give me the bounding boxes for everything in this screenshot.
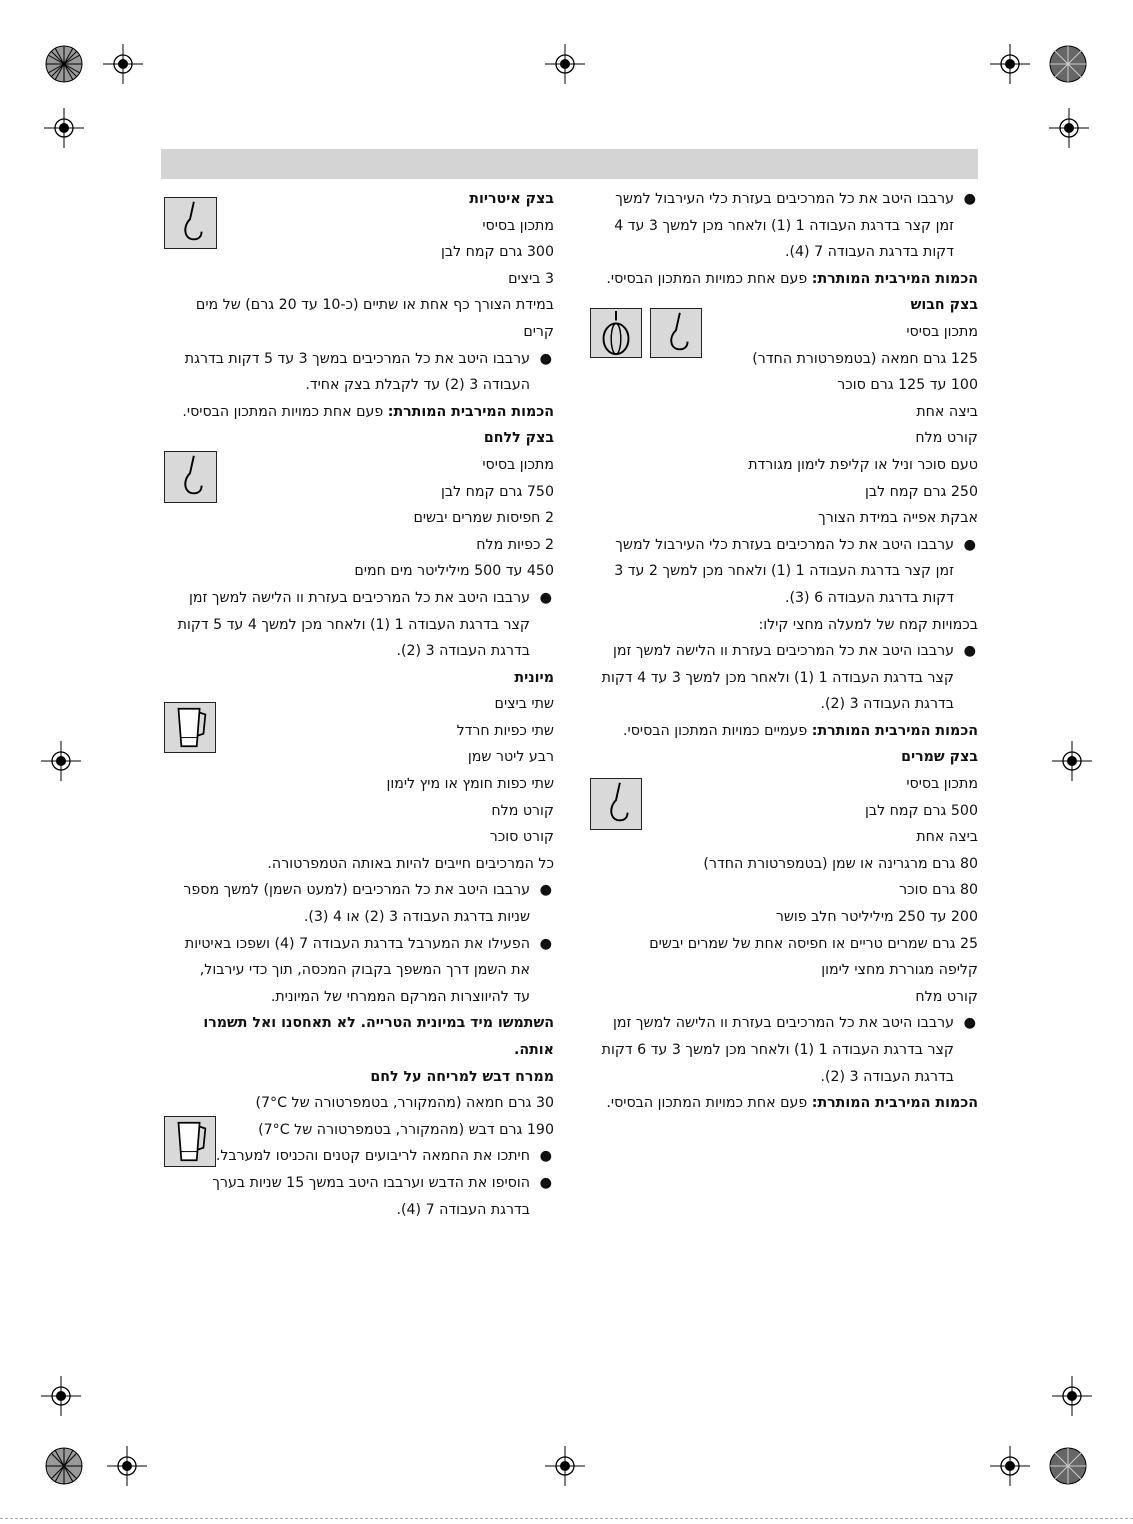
bullet-continuation: זמן קצר בדרגת העבודה 1 (1) ולאחר מכן למשך 2 עד 3 xyxy=(614,563,954,580)
bullet-item: ● הפעילו את המערבל בדרגת העבודה 7 (4) ושפכו באיטיות xyxy=(184,935,552,952)
recipe-line: ביצה אחת xyxy=(916,829,978,846)
recipe-line: 3 ביצים xyxy=(508,270,554,287)
blender-jug-icon xyxy=(164,1116,216,1167)
bullet-continuation: בדרגת העבודה 3 (2). xyxy=(820,696,954,713)
bullet-item: ● חיתכו את החמאה לריבועים קטנים והכניסו למערבל. xyxy=(215,1148,552,1165)
section-title: ממרח דבש למריחה על לחם xyxy=(370,1068,554,1085)
section-title: בצק חבוש xyxy=(910,297,978,314)
recipe-line: 125 גרם חמאה (בטמפרטורת החדר) xyxy=(752,350,978,367)
registration-mark-icon xyxy=(1049,108,1089,152)
max-quantity-note: הכמות המירבית המותרת: פעם אחת כמויות המתכון הבסיסי. xyxy=(606,270,978,287)
warning-text: השתמשו מיד במיונית הטרייה. לא תאחסנו ואל תשמרו xyxy=(203,1015,554,1032)
color-wheel-icon xyxy=(1048,1446,1088,1490)
bullet-continuation: קצר בדרגת העבודה 1 (1) ולאחר מכן למשך 4 עד 5 דקות xyxy=(177,616,530,633)
recipe-line: קורט מלח xyxy=(915,988,978,1005)
recipe-line: 500 גרם קמח לבן xyxy=(865,802,978,819)
recipe-line: 300 גרם קמח לבן xyxy=(441,244,554,261)
max-quantity-note: הכמות המירבית המותרת: פעם אחת כמויות המתכון הבסיסי. xyxy=(182,403,554,420)
bullet-continuation: בדרגת העבודה 3 (2). xyxy=(820,1068,954,1085)
registration-mark-icon xyxy=(44,108,84,152)
max-quantity-note: הכמות המירבית המותרת: פעמיים כמויות המתכון הבסיסי. xyxy=(623,722,978,739)
left-column xyxy=(162,186,554,1223)
bullet-continuation: בדרגת העבודה 7 (4). xyxy=(396,1201,530,1218)
bullet-item: ● ערבבו היטב את כל המרכיבים בעזרת וו הלישה למשך זמן xyxy=(612,643,976,660)
registration-mark-icon xyxy=(545,1446,585,1490)
whisk-icon xyxy=(590,308,642,358)
recipe-line: קרים xyxy=(523,323,554,340)
recipe-line: שתי כפות חומץ או מיץ לימון xyxy=(386,776,554,793)
bullet-continuation: דקות בדרגת העבודה 6 (3). xyxy=(784,589,954,606)
recipe-line: ביצה אחת xyxy=(916,403,978,420)
recipe-line: קורט מלח xyxy=(915,430,978,447)
recipe-line: 100 עד 125 גרם סוכר xyxy=(837,377,978,394)
bullet-continuation: שניות בדרגת העבודה 3 (2) או 4 (3). xyxy=(303,909,530,926)
warning-text: אותה. xyxy=(513,1042,554,1058)
registration-mark-icon xyxy=(990,1446,1030,1490)
bullet-item: ● ערבבו היטב את כל המרכיבים בעזרת כלי העירבול למשך xyxy=(615,191,976,207)
bullet-continuation: קצר בדרגת העבודה 1 (1) ולאחר מכן למשך 3 עד 6 דקות xyxy=(601,1042,954,1058)
recipe-line: 2 כפיות מלח xyxy=(476,536,554,553)
hook-icon xyxy=(590,778,642,830)
section-title: מיונית xyxy=(514,669,554,686)
hook-icon xyxy=(164,451,217,503)
registration-mark-icon xyxy=(103,44,143,88)
hook-icon xyxy=(650,308,702,358)
bullet-continuation: העבודה 3 (2) עד לקבלת בצק אחיד. xyxy=(305,377,530,394)
color-wheel-icon xyxy=(44,1446,84,1490)
recipe-line: מתכון בסיסי xyxy=(906,776,978,793)
section-title: בצק איטריות xyxy=(469,191,554,207)
registration-mark-icon xyxy=(545,44,585,88)
recipe-line: 80 גרם סוכר xyxy=(899,882,978,899)
recipe-line: 190 גרם דבש (מהמקורר, בטמפרטורה של 7°C) xyxy=(258,1121,554,1138)
bullet-continuation: את השמן דרך המשפך בקבוק המכסה, תוך כדי עירבול, xyxy=(199,962,530,979)
recipe-line: במידת הצורך כף אחת או שתיים (כ-10 עד 20 גרם) של מים xyxy=(195,297,554,314)
bullet-item: ● הוסיפו את הדבש וערבבו היטב במשך 15 שניות בערך xyxy=(212,1174,552,1191)
recipe-line: אבקת אפייה במידת הצורך xyxy=(818,510,978,527)
bullet-item: ● ערבבו היטב את כל המרכיבים (למעט השמן) למשך מספר xyxy=(183,882,552,899)
recipe-line: בכמויות קמח של למעלה מחצי קילו: xyxy=(758,616,978,633)
bullet-item: ● ערבבו היטב את כל המרכיבים במשך 3 עד 5 דקות בדרגת xyxy=(184,350,552,367)
recipe-line: 30 גרם חמאה (מהמקורר, בטמפרטורה של 7°C) xyxy=(255,1095,554,1112)
hook-icon xyxy=(164,197,217,249)
header-band xyxy=(161,149,978,179)
recipe-line: קורט מלח xyxy=(491,802,554,819)
section-title: בצק ללחם xyxy=(483,430,554,447)
registration-mark-icon xyxy=(990,44,1030,88)
color-wheel-icon xyxy=(44,44,84,88)
recipe-line: מתכון בסיסי xyxy=(482,217,554,234)
recipe-line: קליפה מגוררת מחצי לימון xyxy=(821,962,978,979)
recipe-line: כל המרכיבים חייבים להיות באותה הטמפרטורה. xyxy=(267,855,554,872)
registration-mark-icon xyxy=(41,1376,81,1420)
recipe-line: 80 גרם מרגרינה או שמן (בטמפרטורת החדר) xyxy=(703,855,978,872)
recipe-line: רבע ליטר שמן xyxy=(467,749,554,766)
recipe-line: טעם סוכר וניל או קליפת לימון מגורדת xyxy=(748,456,978,473)
bullet-continuation: עד להיווצרות המרקם הממרחי של המיונית. xyxy=(270,988,530,1005)
registration-mark-icon xyxy=(41,741,81,785)
recipe-line: 750 גרם קמח לבן xyxy=(441,483,554,500)
bullet-continuation: זמן קצר בדרגת העבודה 1 (1) ולאחר מכן למשך 3 עד 4 xyxy=(614,217,954,234)
recipe-line: 250 גרם קמח לבן xyxy=(865,483,978,500)
recipe-line: קורט סוכר xyxy=(489,829,554,846)
bullet-item: ● ערבבו היטב את כל המרכיבים בעזרת וו הלישה למשך זמן xyxy=(188,589,552,606)
recipe-line: 25 גרם שמרים טריים או חפיסה אחת של שמרים יבשים xyxy=(649,935,978,952)
recipe-line: שתי ביצים xyxy=(494,696,554,713)
registration-mark-icon xyxy=(107,1446,147,1490)
recipe-line: מתכון בסיסי xyxy=(482,456,554,473)
bullet-item: ● ערבבו היטב את כל המרכיבים בעזרת וו הלישה למשך זמן xyxy=(612,1015,976,1032)
bullet-continuation: קצר בדרגת העבודה 1 (1) ולאחר מכן למשך 3 עד 4 דקות xyxy=(601,669,954,686)
blender-jug-icon xyxy=(164,702,216,753)
bullet-item: ● ערבבו היטב את כל המרכיבים בעזרת כלי העירבול למשך xyxy=(615,536,976,553)
registration-mark-icon xyxy=(1052,1376,1092,1420)
bullet-continuation: בדרגת העבודה 3 (2). xyxy=(396,643,530,660)
recipe-line: 2 חפיסות שמרים יבשים xyxy=(413,510,554,527)
color-wheel-icon xyxy=(1048,44,1088,88)
recipe-line: 450 עד 500 מיליליטר מים חמים xyxy=(354,563,554,580)
trim-line xyxy=(0,1518,1133,1519)
recipe-line: מתכון בסיסי xyxy=(906,323,978,340)
recipe-line: 200 עד 250 מיליליטר חלב פושר xyxy=(775,909,978,926)
section-title: בצק שמרים xyxy=(901,749,978,766)
registration-mark-icon xyxy=(1052,741,1092,785)
max-quantity-note: הכמות המירבית המותרת: פעם אחת כמויות המתכון הבסיסי. xyxy=(606,1095,978,1112)
recipe-line: שתי כפיות חרדל xyxy=(456,722,554,739)
bullet-continuation: דקות בדרגת העבודה 7 (4). xyxy=(784,244,954,261)
